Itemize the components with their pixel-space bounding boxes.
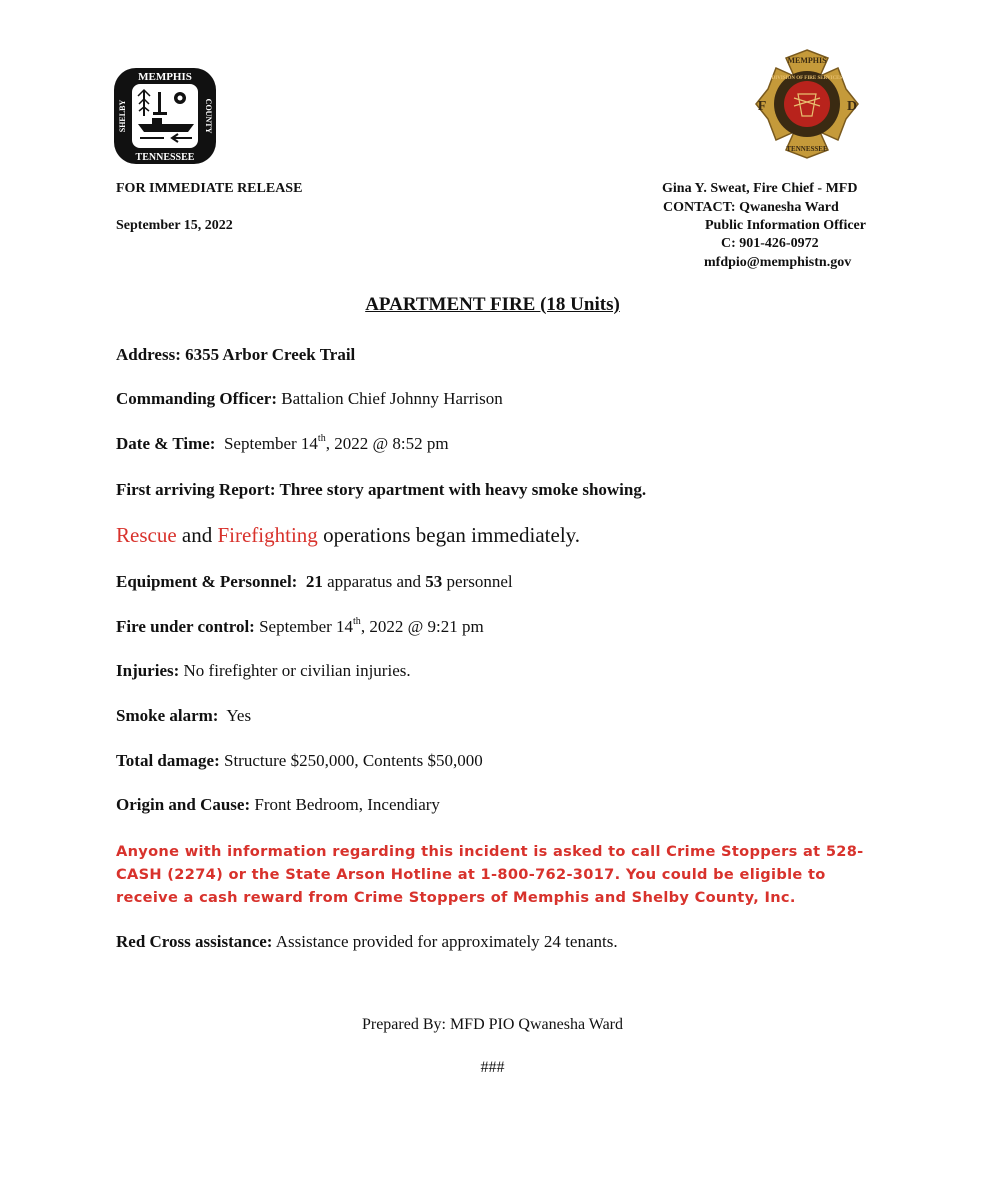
address-line: Address: 6355 Arbor Creek Trail: [116, 345, 356, 364]
fire-control-value-pre: September 14: [254, 617, 354, 636]
date-time-sup: th: [317, 433, 326, 445]
injuries-value: No firefighter or civilian injuries.: [179, 661, 411, 680]
commanding-officer-line: [116, 388, 503, 410]
contact-title: Public Information Officer: [705, 218, 866, 233]
origin-cause-value: Front Bedroom, Incendiary: [250, 795, 440, 814]
fire-logo-bottom-text: TENNESSEE: [786, 145, 828, 153]
total-damage-line: [116, 750, 483, 772]
page-title: APARTMENT FIRE (18 Units): [365, 294, 620, 315]
equipment-label: Equipment & Personnel:: [116, 572, 298, 591]
release-label: FOR IMMEDIATE RELEASE: [116, 181, 303, 196]
injuries-line: [116, 660, 411, 682]
date-time-value-pre: September 14: [215, 434, 318, 453]
fire-logo-left-letter: F: [757, 99, 767, 114]
fire-logo-top-text: MEMPHIS: [787, 56, 827, 65]
fire-services-logo: [748, 48, 866, 160]
origin-cause-line: [116, 794, 440, 816]
release-date: September 15, 2022: [116, 218, 233, 233]
personnel-count: 53: [425, 572, 443, 591]
fire-chief-name: Gina Y. Sweat, Fire Chief - MFD: [662, 181, 858, 196]
red-cross-line: [116, 931, 618, 953]
firefighting-word: Firefighting: [217, 523, 318, 547]
fire-logo-right-letter: D: [846, 99, 858, 114]
seal-bottom-text: TENNESSEE: [135, 152, 195, 163]
date-time-label: Date & Time:: [116, 434, 216, 453]
fire-control-label: Fire under control:: [116, 617, 255, 636]
apparatus-count: 21: [305, 572, 323, 591]
commanding-officer-label: Commanding Officer:: [116, 389, 278, 408]
contact-phone: C: 901-426-0972: [721, 236, 819, 251]
date-time-line: [116, 433, 449, 455]
operations-line: [116, 522, 580, 548]
contact-email: mfdpio@memphistn.gov: [704, 255, 852, 270]
rescue-word: Rescue: [116, 523, 177, 547]
fire-logo-ring-text: DIVISION OF FIRE SERVICES: [771, 76, 843, 81]
seal-left-text: SHELBY: [118, 99, 127, 133]
shelby-county-seal-logo: [112, 66, 218, 166]
first-arriving-report: First arriving Report: Three story apartment with heavy smoke showing.: [116, 480, 647, 499]
contact-name: CONTACT: Qwanesha Ward: [663, 200, 839, 215]
operations-and: and: [176, 523, 218, 547]
operations-rest: operations began immediately.: [317, 523, 581, 547]
origin-cause-label: Origin and Cause:: [116, 795, 251, 814]
seal-right-text: COUNTY: [204, 98, 213, 134]
fire-control-sup: th: [353, 616, 361, 628]
injuries-label: Injuries:: [116, 661, 180, 680]
end-mark: ###: [480, 1059, 505, 1076]
apparatus-text: apparatus and: [322, 572, 426, 591]
smoke-alarm-value: Yes: [218, 706, 252, 725]
seal-top-text: MEMPHIS: [138, 71, 192, 83]
fire-control-value-post: , 2022 @ 9:21 pm: [360, 617, 484, 636]
date-time-value-post: , 2022 @ 8:52 pm: [325, 434, 449, 453]
smoke-alarm-line: [116, 705, 251, 727]
total-damage-label: Total damage:: [116, 751, 220, 770]
red-cross-value: Assistance provided for approximately 24 tenants.: [272, 932, 618, 951]
total-damage-value: Structure $250,000, Contents $50,000: [219, 751, 483, 770]
crime-stoppers-notice: Anyone with information regarding this incident is asked to call Crime Stoppers at 528-CASH (2274) or the State Arson Hotline at 1-800-762-3017. You could be eligible to receive a cash reward from Crime Stoppers of Memphis and Shelby County, Inc.: [116, 843, 864, 906]
commanding-officer-value: Battalion Chief Johnny Harrison: [277, 389, 503, 408]
equipment-line: [116, 571, 513, 593]
smoke-alarm-label: Smoke alarm:: [116, 706, 219, 725]
personnel-text: personnel: [442, 572, 513, 591]
fire-control-line: [116, 616, 484, 638]
red-cross-label: Red Cross assistance:: [116, 932, 273, 951]
prepared-by: Prepared By: MFD PIO Qwanesha Ward: [361, 1016, 624, 1033]
